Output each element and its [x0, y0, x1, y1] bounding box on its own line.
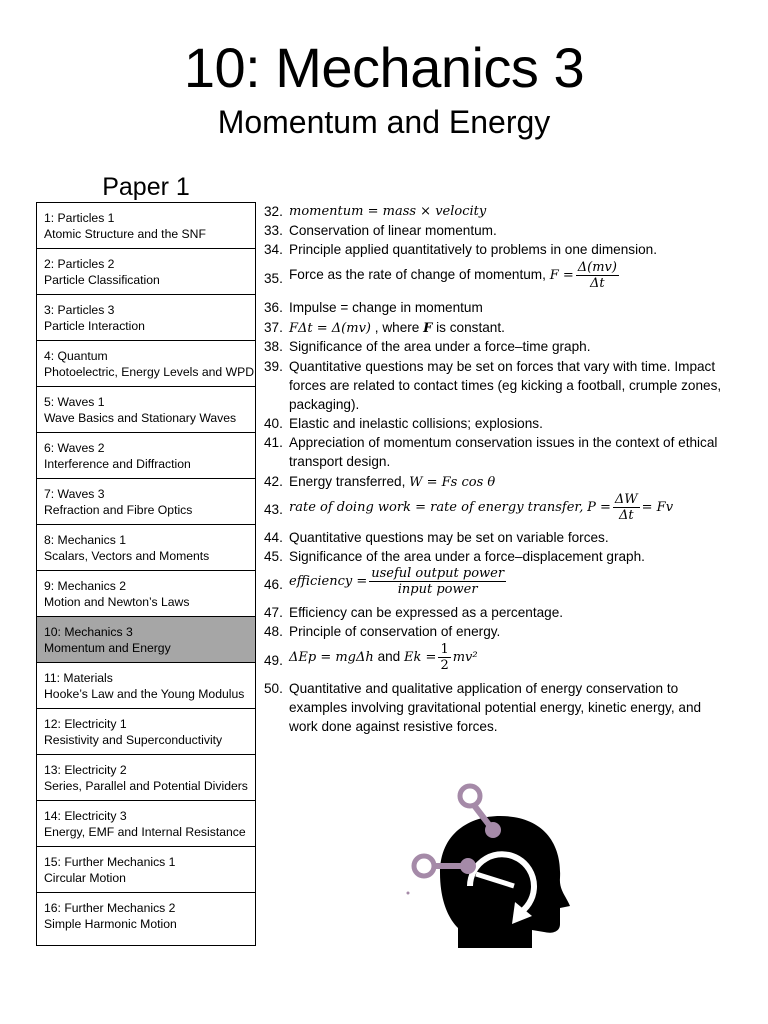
point-text: is constant. [436, 320, 505, 335]
point-text: and [377, 649, 401, 665]
topic-number: 16: Further Mechanics 2 [44, 901, 176, 915]
point-body [289, 318, 729, 338]
topic-item-15[interactable] [37, 847, 255, 893]
topic-name: Hooke’s Law and the Young Modulus [44, 686, 245, 701]
point-number: 38. [264, 339, 283, 354]
head-gears-icon [400, 778, 580, 948]
topic-item-16[interactable] [37, 893, 255, 945]
topic-name: Circular Motion [44, 870, 126, 885]
point-number: 43. [264, 502, 283, 517]
point-text: Principle applied quantitatively to problems in one dimension. [289, 242, 658, 257]
formula-rhs: = Fv [641, 500, 674, 516]
topic-number: 13: Electricity 2 [44, 763, 127, 777]
point-formula: rate of doing work = rate of energy transfer, [289, 500, 584, 516]
fraction-numerator: ΔW [614, 492, 638, 507]
fraction-denominator: 2 [440, 658, 449, 673]
point-number: 45. [264, 549, 283, 564]
topic-name: Particle Interaction [44, 318, 145, 333]
topic-name: Motion and Newton’s Laws [44, 594, 190, 609]
topic-item-12[interactable] [37, 709, 255, 755]
formula-rhs: mv² [452, 650, 478, 666]
topic-number: 3: Particles 3 [44, 303, 115, 317]
topic-item-5[interactable] [37, 387, 255, 433]
point-number: 46. [264, 577, 283, 592]
topic-list [36, 202, 256, 946]
fraction-numerator: 1 [440, 642, 449, 657]
topic-name: Series, Parallel and Potential Dividers [44, 778, 248, 793]
topic-item-10-active[interactable] [37, 617, 255, 663]
point-number: 35. [264, 271, 283, 286]
topic-item-14[interactable] [37, 801, 255, 847]
point-body [289, 260, 729, 291]
spec-point-49 [264, 642, 734, 678]
point-body [289, 472, 729, 492]
point-text: Conservation of linear momentum. [289, 223, 497, 238]
topic-item-4[interactable] [37, 341, 255, 387]
point-text: Appreciation of momentum conservation issues in the context of ethical transport design. [289, 435, 718, 469]
topic-number: 14: Electricity 3 [44, 809, 127, 823]
topic-name: Refraction and Fibre Optics [44, 502, 193, 517]
formula-lhs: F = [549, 268, 574, 284]
spec-point-35 [264, 260, 734, 296]
topic-item-7[interactable] [37, 479, 255, 525]
point-number: 42. [264, 474, 283, 489]
point-formula: W = Fs cos θ [409, 475, 496, 490]
fraction-numerator: Δ(mv) [577, 260, 617, 275]
topic-number: 10: Mechanics 3 [44, 625, 133, 639]
point-text: , where [374, 320, 420, 335]
topic-name: Scalars, Vectors and Moments [44, 548, 210, 563]
topic-name: Simple Harmonic Motion [44, 916, 177, 931]
point-text: Significance of the area under a force–time graph. [289, 339, 591, 354]
topic-number: 15: Further Mechanics 1 [44, 855, 176, 869]
topic-name: Atomic Structure and the SNF [44, 226, 206, 241]
variable: F [423, 321, 433, 336]
formula-fraction [576, 260, 619, 291]
topic-number: 8: Mechanics 1 [44, 533, 126, 547]
point-number: 50. [264, 681, 283, 696]
point-number: 48. [264, 624, 283, 639]
topic-number: 7: Waves 3 [44, 487, 105, 501]
point-text: Quantitative questions may be set on variable forces. [289, 530, 609, 545]
topic-number: 5: Waves 1 [44, 395, 105, 409]
point-text: Efficiency can be expressed as a percentage. [289, 605, 564, 620]
topic-number: 12: Electricity 1 [44, 717, 127, 731]
topic-item-3[interactable] [37, 295, 255, 341]
topic-name: Wave Basics and Stationary Waves [44, 410, 237, 425]
topic-name: Photoelectric, Energy Levels and WPD [44, 364, 254, 379]
point-number: 36. [264, 300, 283, 315]
paper-label: Paper 1 [102, 173, 190, 201]
spec-point-46 [264, 566, 734, 604]
fraction-numerator: useful output power [371, 566, 505, 581]
point-text: Elastic and inelastic collisions; explosions. [289, 416, 543, 431]
point-text: Force as the rate of change of momentum, [289, 267, 546, 283]
point-number: 33. [264, 223, 283, 238]
topic-name: Particle Classification [44, 272, 160, 287]
point-body [289, 642, 729, 673]
formula-fraction [369, 566, 506, 597]
point-text: Significance of the area under a force–displacement graph. [289, 549, 645, 564]
topic-number: 6: Waves 2 [44, 441, 105, 455]
point-number: 37. [264, 320, 283, 335]
point-text: Quantitative and qualitative application of energy conservation to examples involving gravitational potential energy, kinetic energy, and work done against resistive forces. [289, 681, 702, 734]
point-number: 34. [264, 242, 283, 257]
page-subtitle: Momentum and Energy [217, 104, 551, 140]
fraction-denominator: Δt [590, 276, 605, 291]
topic-item-1[interactable] [37, 203, 255, 249]
page-title: 10: Mechanics 3 [183, 36, 585, 99]
formula-lhs: efficiency = [289, 574, 368, 590]
point-body [289, 566, 729, 597]
point-number: 49. [264, 653, 283, 668]
point-formula: FΔt = Δ(mv) [289, 321, 371, 336]
topic-name: Momentum and Energy [44, 640, 171, 655]
topic-item-6[interactable] [37, 433, 255, 479]
point-formula: momentum = mass × velocity [289, 204, 487, 219]
topic-item-2[interactable] [37, 249, 255, 295]
point-number: 47. [264, 605, 283, 620]
fraction-denominator: Δt [618, 508, 634, 523]
point-text: Impulse = change in momentum [289, 300, 483, 315]
point-formula: ΔEp = mgΔh [289, 650, 374, 666]
topic-item-8[interactable] [37, 525, 255, 571]
point-text: Principle of conservation of energy. [289, 624, 501, 639]
fraction-denominator: input power [397, 582, 478, 597]
topic-name: Interference and Diffraction [44, 456, 191, 471]
topic-name: Resistivity and Superconductivity [44, 732, 223, 747]
point-number: 44. [264, 530, 283, 545]
topic-number: 2: Particles 2 [44, 257, 115, 271]
topic-item-11[interactable] [37, 663, 255, 709]
topic-number: 1: Particles 1 [44, 211, 115, 225]
point-number: 40. [264, 416, 283, 431]
point-number: 32. [264, 204, 283, 219]
formula-fraction [613, 492, 640, 523]
topic-number: 4: Quantum [44, 349, 108, 363]
formula-lhs: P = [587, 500, 611, 516]
formula-lhs: Ek = [404, 650, 437, 666]
formula-fraction [438, 642, 450, 673]
point-number: 41. [264, 435, 283, 450]
topic-item-9[interactable] [37, 571, 255, 617]
spec-point-43 [264, 492, 734, 528]
topic-name: Energy, EMF and Internal Resistance [44, 824, 246, 839]
point-text: Quantitative questions may be set on forces that vary with time. Impact forces are related to contact times (eg kicking a football, crumple zones, packaging). [289, 359, 722, 412]
topic-number: 9: Mechanics 2 [44, 579, 126, 593]
point-body [289, 492, 729, 523]
topic-item-13[interactable] [37, 755, 255, 801]
topic-number: 11: Materials [44, 671, 113, 685]
point-text: Energy transferred, [289, 474, 406, 489]
point-number: 39. [264, 359, 283, 374]
